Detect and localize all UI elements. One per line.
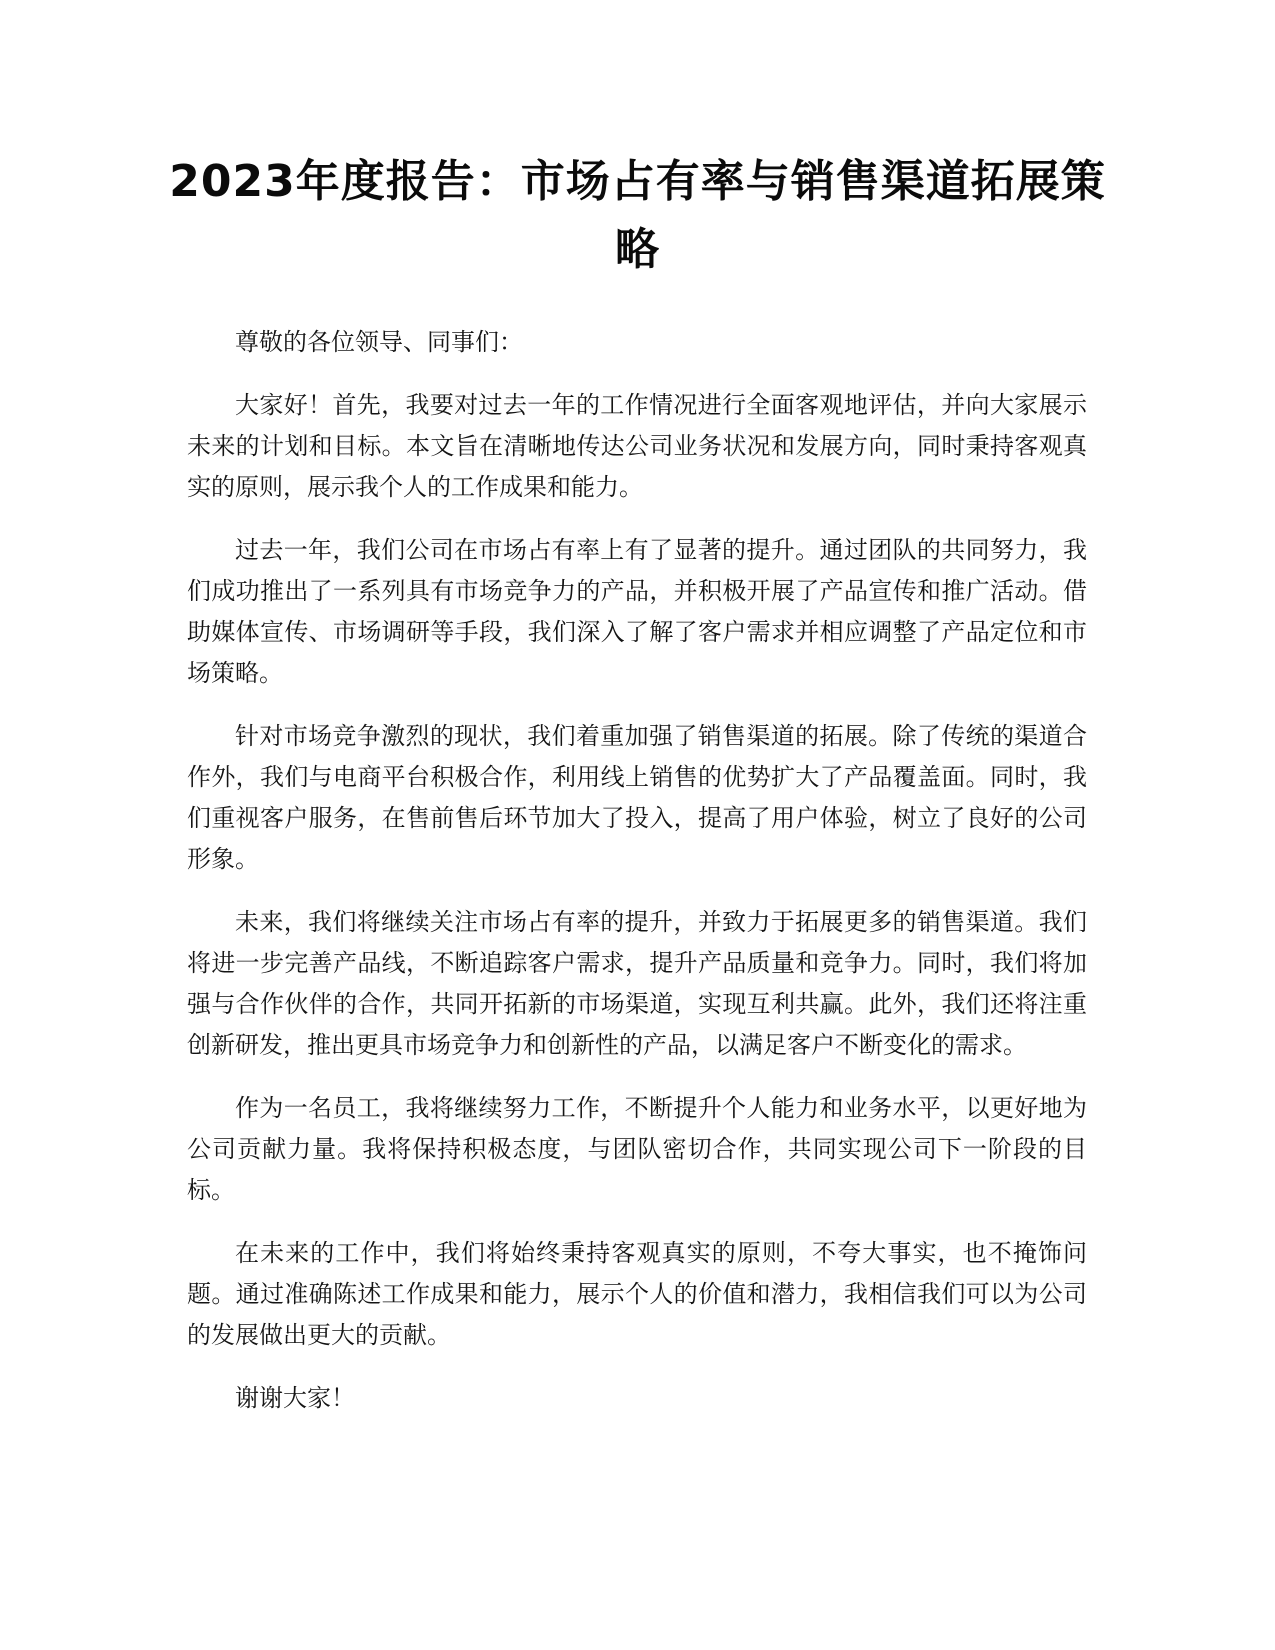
personal-commitment-paragraph: 作为一名员工，我将继续努力工作，不断提升个人能力和业务水平，以更好地为公司贡献力量。我将保持积极态度，与团队密切合作，共同实现公司下一阶段的目标。 — [187, 1094, 1087, 1204]
closing-paragraph: 谢谢大家！ — [235, 1384, 355, 1412]
market-share-paragraph: 过去一年，我们公司在市场占有率上有了显著的提升。通过团队的共同努力，我们成功推出了一系列具有市场竞争力的产品，并积极开展了产品宣传和推广活动。借助媒体宣传、市场调研等手段，我们深入了解了客户需求并相应调整了产品定位和市场策略。 — [187, 536, 1087, 687]
salutation-paragraph: 尊敬的各位领导、同事们： — [235, 328, 523, 356]
document-body — [187, 322, 1087, 1441]
principle-paragraph: 在未来的工作中，我们将始终秉持客观真实的原则，不夸大事实，也不掩饰问题。通过准确陈述工作成果和能力，展示个人的价值和潜力，我相信我们可以为公司的发展做出更大的贡献。 — [187, 1239, 1087, 1349]
sales-channel-paragraph: 针对市场竞争激烈的现状，我们着重加强了销售渠道的拓展。除了传统的渠道合作外，我们与电商平台积极合作，利用线上销售的优势扩大了产品覆盖面。同时，我们重视客户服务，在售前售后环节加大了投入，提高了用户体验，树立了良好的公司形象。 — [187, 722, 1087, 873]
future-plan-paragraph: 未来，我们将继续关注市场占有率的提升，并致力于拓展更多的销售渠道。我们将进一步完善产品线，不断追踪客户需求，提升产品质量和竞争力。同时，我们将加强与合作伙伴的合作，共同开拓新的市场渠道，实现互利共赢。此外，我们还将注重创新研发，推出更具市场竞争力和创新性的产品，以满足客户不断变化的需求。 — [187, 908, 1087, 1059]
intro-paragraph: 大家好！首先，我要对过去一年的工作情况进行全面客观地评估，并向大家展示未来的计划和目标。本文旨在清晰地传达公司业务状况和发展方向，同时秉持客观真实的原则，展示我个人的工作成果和能力。 — [187, 391, 1087, 501]
document-title: 2023年度报告：市场占有率与销售渠道拓展策略 — [169, 156, 1106, 275]
